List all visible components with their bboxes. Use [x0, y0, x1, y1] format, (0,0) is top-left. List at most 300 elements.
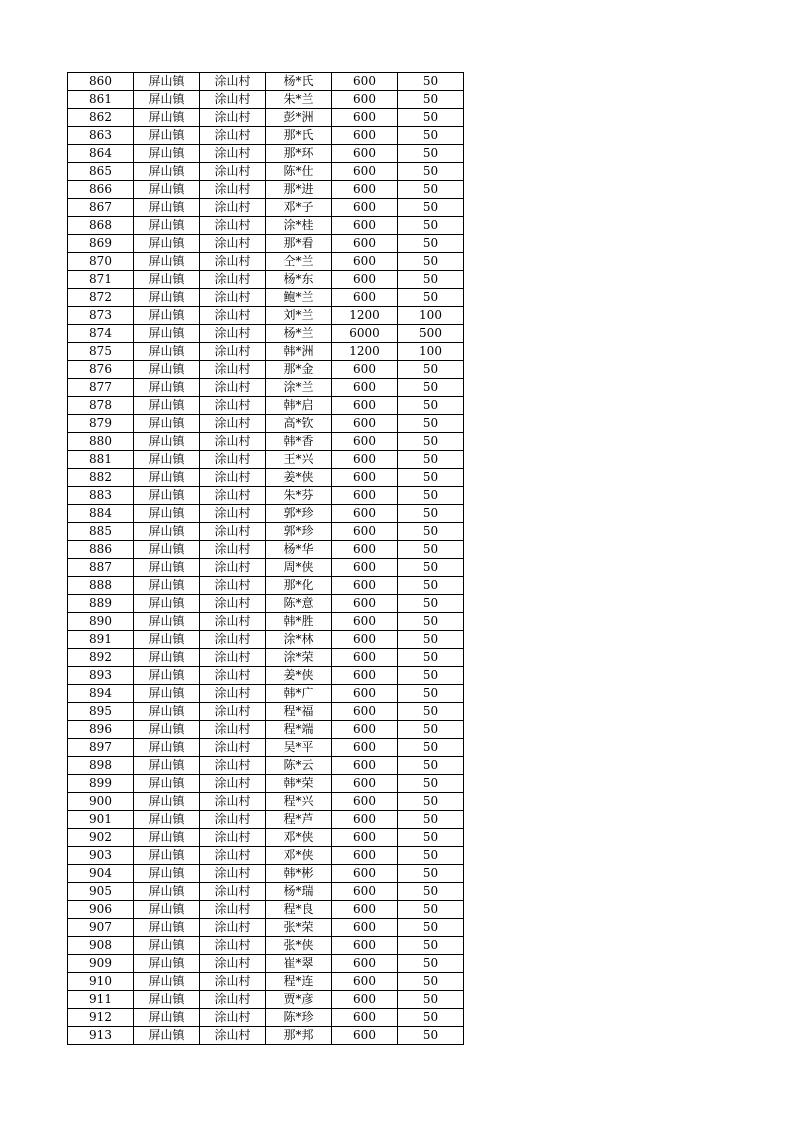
row-number-cell: 860 — [68, 73, 134, 91]
amount-cell: 600 — [332, 109, 398, 127]
town-cell: 屏山镇 — [134, 199, 200, 217]
town-cell: 屏山镇 — [134, 775, 200, 793]
town-cell: 屏山镇 — [134, 397, 200, 415]
table-row — [68, 937, 464, 955]
table-row — [68, 811, 464, 829]
amount-cell: 600 — [332, 217, 398, 235]
amount-cell: 600 — [332, 181, 398, 199]
name-cell: 程*兴 — [266, 793, 332, 811]
village-cell: 涂山村 — [200, 541, 266, 559]
name-cell: 朱*兰 — [266, 91, 332, 109]
name-cell: 杨*华 — [266, 541, 332, 559]
table-row — [68, 559, 464, 577]
row-number-cell: 907 — [68, 919, 134, 937]
village-cell: 涂山村 — [200, 487, 266, 505]
subsidy-cell: 50 — [398, 937, 464, 955]
amount-cell: 600 — [332, 487, 398, 505]
table-row — [68, 91, 464, 109]
table-row — [68, 199, 464, 217]
name-cell: 韩*荣 — [266, 775, 332, 793]
row-number-cell: 876 — [68, 361, 134, 379]
village-cell: 涂山村 — [200, 901, 266, 919]
table-body — [68, 73, 464, 1045]
name-cell: 杨*东 — [266, 271, 332, 289]
name-cell: 崔*翠 — [266, 955, 332, 973]
name-cell: 陈*云 — [266, 757, 332, 775]
subsidy-cell: 50 — [398, 865, 464, 883]
name-cell: 那*看 — [266, 235, 332, 253]
amount-cell: 600 — [332, 73, 398, 91]
village-cell: 涂山村 — [200, 559, 266, 577]
row-number-cell: 881 — [68, 451, 134, 469]
table-row — [68, 595, 464, 613]
subsidy-cell: 50 — [398, 145, 464, 163]
row-number-cell: 861 — [68, 91, 134, 109]
town-cell: 屏山镇 — [134, 811, 200, 829]
town-cell: 屏山镇 — [134, 991, 200, 1009]
village-cell: 涂山村 — [200, 199, 266, 217]
table-row — [68, 757, 464, 775]
town-cell: 屏山镇 — [134, 109, 200, 127]
row-number-cell: 880 — [68, 433, 134, 451]
town-cell: 屏山镇 — [134, 469, 200, 487]
name-cell: 姜*侠 — [266, 469, 332, 487]
amount-cell: 600 — [332, 253, 398, 271]
table-row — [68, 721, 464, 739]
amount-cell: 600 — [332, 541, 398, 559]
amount-cell: 600 — [332, 883, 398, 901]
amount-cell: 6000 — [332, 325, 398, 343]
village-cell: 涂山村 — [200, 217, 266, 235]
town-cell: 屏山镇 — [134, 703, 200, 721]
town-cell: 屏山镇 — [134, 847, 200, 865]
name-cell: 那*金 — [266, 361, 332, 379]
amount-cell: 600 — [332, 1027, 398, 1045]
table-row — [68, 73, 464, 91]
subsidy-cell: 50 — [398, 253, 464, 271]
town-cell: 屏山镇 — [134, 613, 200, 631]
name-cell: 程*良 — [266, 901, 332, 919]
amount-cell: 600 — [332, 631, 398, 649]
town-cell: 屏山镇 — [134, 919, 200, 937]
table-row — [68, 397, 464, 415]
name-cell: 邓*侠 — [266, 829, 332, 847]
table-row — [68, 541, 464, 559]
row-number-cell: 875 — [68, 343, 134, 361]
subsidy-cell: 50 — [398, 919, 464, 937]
amount-cell: 600 — [332, 919, 398, 937]
town-cell: 屏山镇 — [134, 865, 200, 883]
village-cell: 涂山村 — [200, 973, 266, 991]
amount-cell: 600 — [332, 595, 398, 613]
amount-cell: 600 — [332, 829, 398, 847]
table-row — [68, 847, 464, 865]
row-number-cell: 902 — [68, 829, 134, 847]
table-row — [68, 253, 464, 271]
town-cell: 屏山镇 — [134, 883, 200, 901]
subsidy-cell: 50 — [398, 793, 464, 811]
subsidy-cell: 50 — [398, 289, 464, 307]
table-row — [68, 1027, 464, 1045]
name-cell: 程*芦 — [266, 811, 332, 829]
amount-cell: 600 — [332, 577, 398, 595]
subsidy-cell: 50 — [398, 379, 464, 397]
amount-cell: 600 — [332, 613, 398, 631]
town-cell: 屏山镇 — [134, 595, 200, 613]
amount-cell: 600 — [332, 379, 398, 397]
row-number-cell: 865 — [68, 163, 134, 181]
table-row — [68, 1009, 464, 1027]
town-cell: 屏山镇 — [134, 793, 200, 811]
village-cell: 涂山村 — [200, 325, 266, 343]
village-cell: 涂山村 — [200, 109, 266, 127]
table-row — [68, 415, 464, 433]
row-number-cell: 908 — [68, 937, 134, 955]
village-cell: 涂山村 — [200, 883, 266, 901]
subsidy-cell: 50 — [398, 469, 464, 487]
town-cell: 屏山镇 — [134, 127, 200, 145]
table-row — [68, 145, 464, 163]
subsidy-cell: 50 — [398, 181, 464, 199]
table-row — [68, 451, 464, 469]
amount-cell: 600 — [332, 775, 398, 793]
row-number-cell: 897 — [68, 739, 134, 757]
village-cell: 涂山村 — [200, 181, 266, 199]
name-cell: 吴*平 — [266, 739, 332, 757]
table-row — [68, 667, 464, 685]
table-row — [68, 991, 464, 1009]
table-row — [68, 883, 464, 901]
subsidy-cell: 50 — [398, 523, 464, 541]
amount-cell: 600 — [332, 397, 398, 415]
town-cell: 屏山镇 — [134, 163, 200, 181]
name-cell: 韩*香 — [266, 433, 332, 451]
row-number-cell: 866 — [68, 181, 134, 199]
subsidy-cell: 50 — [398, 883, 464, 901]
name-cell: 郭*珍 — [266, 505, 332, 523]
subsidy-cell: 50 — [398, 955, 464, 973]
table-row — [68, 829, 464, 847]
village-cell: 涂山村 — [200, 1009, 266, 1027]
subsidy-cell: 50 — [398, 577, 464, 595]
row-number-cell: 870 — [68, 253, 134, 271]
subsidy-cell: 50 — [398, 667, 464, 685]
subsidy-cell: 50 — [398, 739, 464, 757]
name-cell: 杨*兰 — [266, 325, 332, 343]
village-cell: 涂山村 — [200, 829, 266, 847]
town-cell: 屏山镇 — [134, 73, 200, 91]
data-table — [67, 72, 464, 1045]
amount-cell: 600 — [332, 361, 398, 379]
row-number-cell: 885 — [68, 523, 134, 541]
village-cell: 涂山村 — [200, 631, 266, 649]
town-cell: 屏山镇 — [134, 559, 200, 577]
village-cell: 涂山村 — [200, 811, 266, 829]
name-cell: 仝*兰 — [266, 253, 332, 271]
amount-cell: 600 — [332, 901, 398, 919]
amount-cell: 600 — [332, 163, 398, 181]
row-number-cell: 910 — [68, 973, 134, 991]
amount-cell: 600 — [332, 973, 398, 991]
village-cell: 涂山村 — [200, 739, 266, 757]
village-cell: 涂山村 — [200, 451, 266, 469]
amount-cell: 600 — [332, 793, 398, 811]
row-number-cell: 899 — [68, 775, 134, 793]
name-cell: 那*进 — [266, 181, 332, 199]
table-row — [68, 217, 464, 235]
town-cell: 屏山镇 — [134, 379, 200, 397]
name-cell: 那*化 — [266, 577, 332, 595]
village-cell: 涂山村 — [200, 253, 266, 271]
amount-cell: 600 — [332, 199, 398, 217]
name-cell: 郭*珍 — [266, 523, 332, 541]
village-cell: 涂山村 — [200, 415, 266, 433]
name-cell: 王*兴 — [266, 451, 332, 469]
amount-cell: 600 — [332, 469, 398, 487]
row-number-cell: 891 — [68, 631, 134, 649]
table-row — [68, 505, 464, 523]
subsidy-cell: 50 — [398, 649, 464, 667]
town-cell: 屏山镇 — [134, 145, 200, 163]
village-cell: 涂山村 — [200, 937, 266, 955]
name-cell: 韩*胜 — [266, 613, 332, 631]
table-row — [68, 181, 464, 199]
table-row — [68, 235, 464, 253]
village-cell: 涂山村 — [200, 73, 266, 91]
row-number-cell: 911 — [68, 991, 134, 1009]
amount-cell: 600 — [332, 559, 398, 577]
subsidy-cell: 50 — [398, 559, 464, 577]
subsidy-cell: 50 — [398, 127, 464, 145]
village-cell: 涂山村 — [200, 847, 266, 865]
village-cell: 涂山村 — [200, 361, 266, 379]
village-cell: 涂山村 — [200, 433, 266, 451]
name-cell: 韩*启 — [266, 397, 332, 415]
name-cell: 刘*兰 — [266, 307, 332, 325]
table-row — [68, 613, 464, 631]
row-number-cell: 879 — [68, 415, 134, 433]
subsidy-cell: 50 — [398, 433, 464, 451]
row-number-cell: 903 — [68, 847, 134, 865]
name-cell: 高*钦 — [266, 415, 332, 433]
town-cell: 屏山镇 — [134, 325, 200, 343]
name-cell: 程*连 — [266, 973, 332, 991]
town-cell: 屏山镇 — [134, 505, 200, 523]
row-number-cell: 887 — [68, 559, 134, 577]
village-cell: 涂山村 — [200, 775, 266, 793]
subsidy-cell: 50 — [398, 991, 464, 1009]
row-number-cell: 896 — [68, 721, 134, 739]
table-row — [68, 325, 464, 343]
subsidy-cell: 50 — [398, 109, 464, 127]
amount-cell: 600 — [332, 703, 398, 721]
subsidy-cell: 50 — [398, 1027, 464, 1045]
town-cell: 屏山镇 — [134, 217, 200, 235]
town-cell: 屏山镇 — [134, 937, 200, 955]
amount-cell: 600 — [332, 127, 398, 145]
town-cell: 屏山镇 — [134, 757, 200, 775]
row-number-cell: 874 — [68, 325, 134, 343]
row-number-cell: 883 — [68, 487, 134, 505]
amount-cell: 600 — [332, 847, 398, 865]
village-cell: 涂山村 — [200, 721, 266, 739]
table-row — [68, 649, 464, 667]
table-row — [68, 631, 464, 649]
row-number-cell: 900 — [68, 793, 134, 811]
village-cell: 涂山村 — [200, 991, 266, 1009]
amount-cell: 600 — [332, 685, 398, 703]
subsidy-cell: 50 — [398, 613, 464, 631]
name-cell: 那*环 — [266, 145, 332, 163]
name-cell: 韩*彬 — [266, 865, 332, 883]
village-cell: 涂山村 — [200, 523, 266, 541]
table-row — [68, 361, 464, 379]
amount-cell: 600 — [332, 433, 398, 451]
amount-cell: 600 — [332, 91, 398, 109]
name-cell: 杨*瑞 — [266, 883, 332, 901]
amount-cell: 600 — [332, 955, 398, 973]
town-cell: 屏山镇 — [134, 289, 200, 307]
amount-cell: 1200 — [332, 307, 398, 325]
amount-cell: 600 — [332, 145, 398, 163]
village-cell: 涂山村 — [200, 127, 266, 145]
row-number-cell: 890 — [68, 613, 134, 631]
name-cell: 程*端 — [266, 721, 332, 739]
row-number-cell: 888 — [68, 577, 134, 595]
name-cell: 程*福 — [266, 703, 332, 721]
village-cell: 涂山村 — [200, 289, 266, 307]
town-cell: 屏山镇 — [134, 433, 200, 451]
town-cell: 屏山镇 — [134, 739, 200, 757]
row-number-cell: 873 — [68, 307, 134, 325]
village-cell: 涂山村 — [200, 865, 266, 883]
table-row — [68, 469, 464, 487]
name-cell: 彭*洲 — [266, 109, 332, 127]
subsidy-cell: 50 — [398, 847, 464, 865]
name-cell: 张*荣 — [266, 919, 332, 937]
name-cell: 张*侠 — [266, 937, 332, 955]
village-cell: 涂山村 — [200, 649, 266, 667]
amount-cell: 600 — [332, 757, 398, 775]
amount-cell: 600 — [332, 865, 398, 883]
row-number-cell: 889 — [68, 595, 134, 613]
name-cell: 涂*荣 — [266, 649, 332, 667]
row-number-cell: 878 — [68, 397, 134, 415]
row-number-cell: 912 — [68, 1009, 134, 1027]
table-row — [68, 577, 464, 595]
town-cell: 屏山镇 — [134, 523, 200, 541]
town-cell: 屏山镇 — [134, 631, 200, 649]
subsidy-cell: 50 — [398, 415, 464, 433]
subsidy-cell: 50 — [398, 631, 464, 649]
table-row — [68, 955, 464, 973]
amount-cell: 600 — [332, 235, 398, 253]
name-cell: 贾*彦 — [266, 991, 332, 1009]
row-number-cell: 886 — [68, 541, 134, 559]
village-cell: 涂山村 — [200, 1027, 266, 1045]
village-cell: 涂山村 — [200, 595, 266, 613]
table-row — [68, 109, 464, 127]
subsidy-cell: 50 — [398, 73, 464, 91]
subsidy-cell: 50 — [398, 757, 464, 775]
table-row — [68, 487, 464, 505]
subsidy-cell: 50 — [398, 487, 464, 505]
name-cell: 陈*珍 — [266, 1009, 332, 1027]
name-cell: 涂*桂 — [266, 217, 332, 235]
table-row — [68, 973, 464, 991]
table-row — [68, 163, 464, 181]
village-cell: 涂山村 — [200, 757, 266, 775]
row-number-cell: 871 — [68, 271, 134, 289]
subsidy-cell: 50 — [398, 829, 464, 847]
subsidy-cell: 50 — [398, 685, 464, 703]
amount-cell: 600 — [332, 1009, 398, 1027]
table-row — [68, 739, 464, 757]
village-cell: 涂山村 — [200, 145, 266, 163]
amount-cell: 600 — [332, 937, 398, 955]
amount-cell: 600 — [332, 505, 398, 523]
town-cell: 屏山镇 — [134, 901, 200, 919]
name-cell: 邓*子 — [266, 199, 332, 217]
town-cell: 屏山镇 — [134, 181, 200, 199]
row-number-cell: 863 — [68, 127, 134, 145]
town-cell: 屏山镇 — [134, 343, 200, 361]
row-number-cell: 909 — [68, 955, 134, 973]
subsidy-cell: 50 — [398, 973, 464, 991]
table-row — [68, 307, 464, 325]
row-number-cell: 905 — [68, 883, 134, 901]
table-row — [68, 901, 464, 919]
amount-cell: 600 — [332, 739, 398, 757]
table-row — [68, 793, 464, 811]
amount-cell: 1200 — [332, 343, 398, 361]
village-cell: 涂山村 — [200, 793, 266, 811]
amount-cell: 600 — [332, 811, 398, 829]
name-cell: 那*氏 — [266, 127, 332, 145]
village-cell: 涂山村 — [200, 667, 266, 685]
subsidy-cell: 50 — [398, 721, 464, 739]
amount-cell: 600 — [332, 523, 398, 541]
amount-cell: 600 — [332, 721, 398, 739]
name-cell: 那*邦 — [266, 1027, 332, 1045]
amount-cell: 600 — [332, 289, 398, 307]
village-cell: 涂山村 — [200, 343, 266, 361]
town-cell: 屏山镇 — [134, 541, 200, 559]
subsidy-cell: 500 — [398, 325, 464, 343]
village-cell: 涂山村 — [200, 163, 266, 181]
row-number-cell: 913 — [68, 1027, 134, 1045]
row-number-cell: 872 — [68, 289, 134, 307]
village-cell: 涂山村 — [200, 703, 266, 721]
name-cell: 鲍*兰 — [266, 289, 332, 307]
village-cell: 涂山村 — [200, 955, 266, 973]
subsidy-cell: 100 — [398, 343, 464, 361]
subsidy-cell: 50 — [398, 901, 464, 919]
subsidy-cell: 50 — [398, 163, 464, 181]
amount-cell: 600 — [332, 451, 398, 469]
row-number-cell: 901 — [68, 811, 134, 829]
town-cell: 屏山镇 — [134, 271, 200, 289]
table-row — [68, 775, 464, 793]
table-row — [68, 127, 464, 145]
subsidy-cell: 50 — [398, 91, 464, 109]
town-cell: 屏山镇 — [134, 649, 200, 667]
subsidy-cell: 50 — [398, 397, 464, 415]
subsidy-cell: 50 — [398, 271, 464, 289]
town-cell: 屏山镇 — [134, 955, 200, 973]
subsidy-cell: 50 — [398, 505, 464, 523]
name-cell: 陈*仕 — [266, 163, 332, 181]
